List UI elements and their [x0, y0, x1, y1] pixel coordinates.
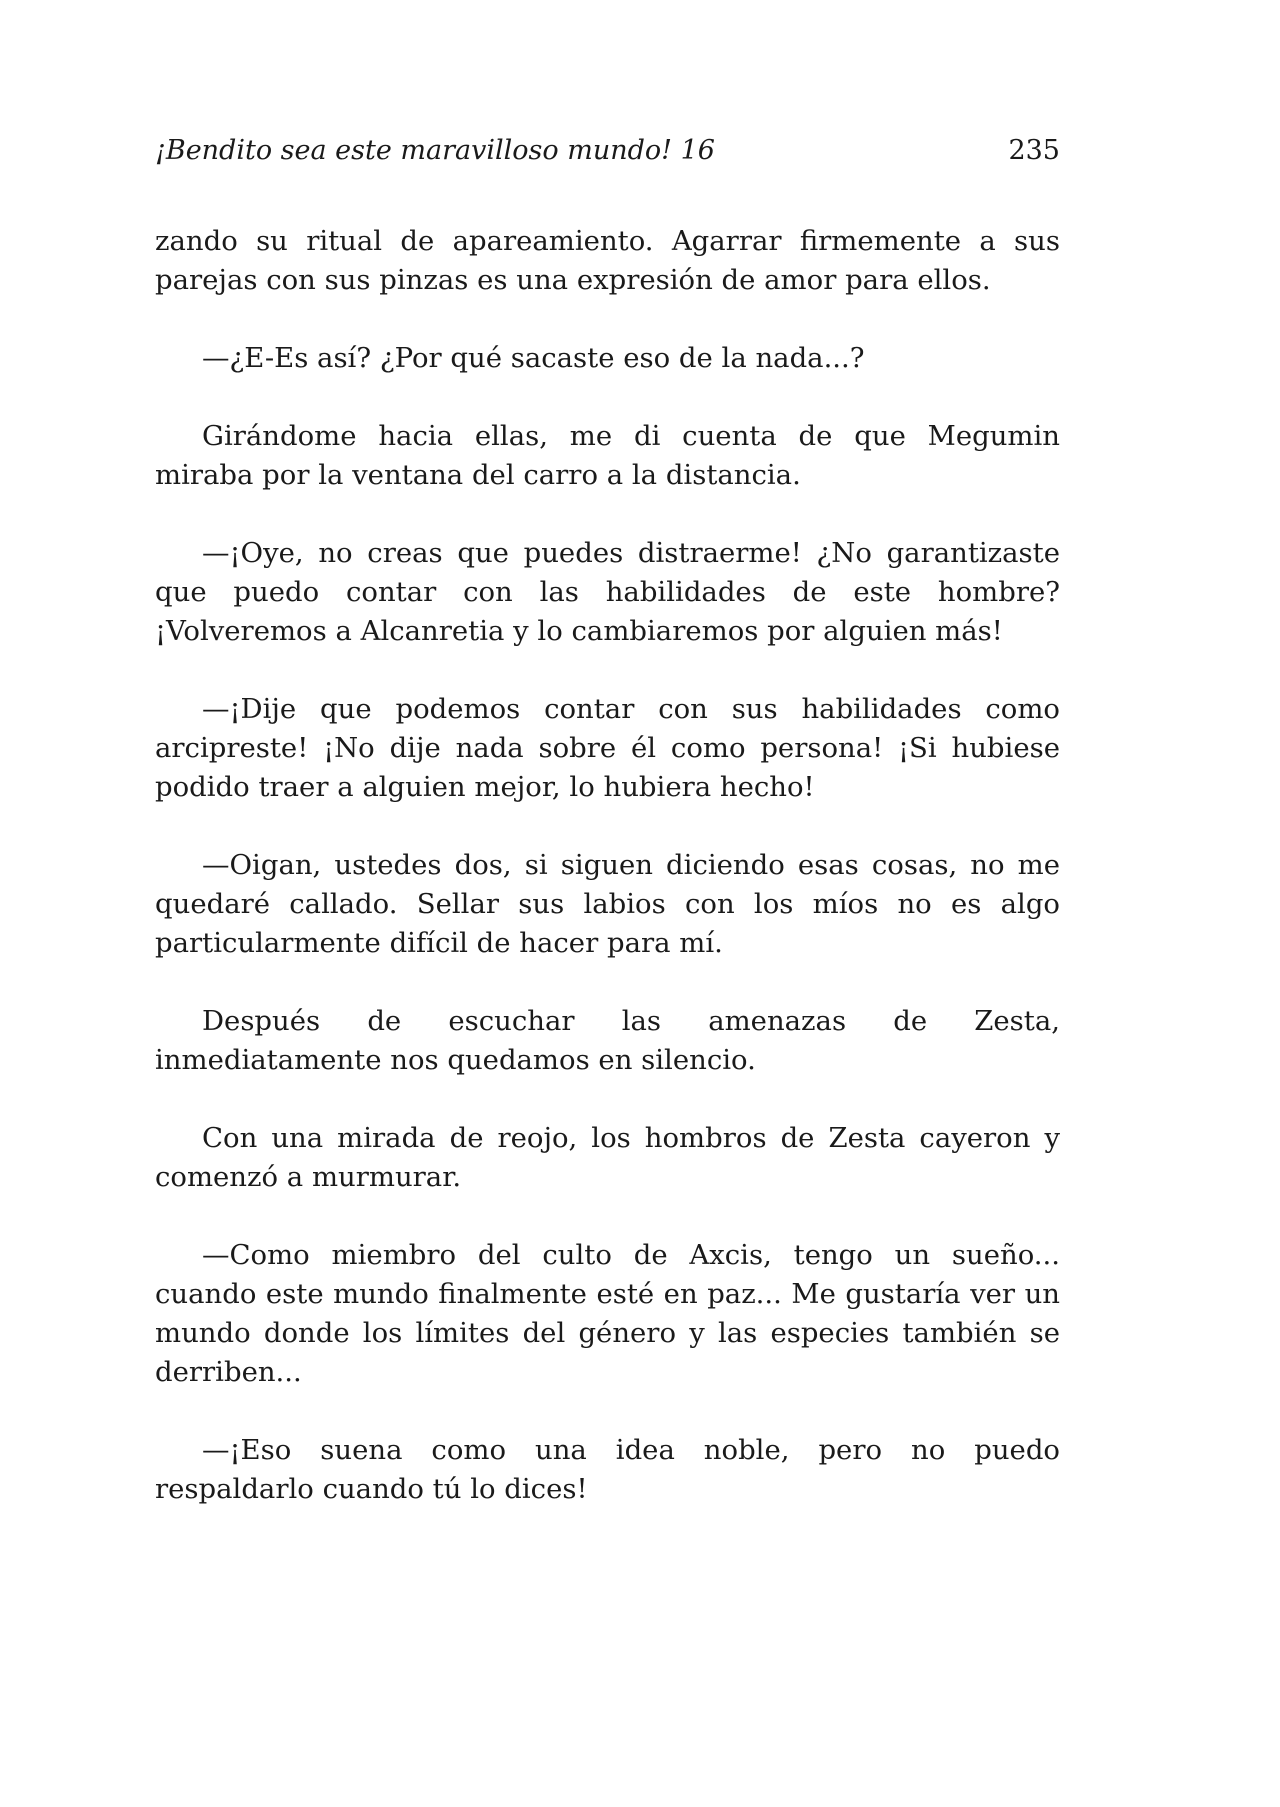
paragraph: —¿E-Es así? ¿Por qué sacaste eso de la nada...? [202, 342, 865, 374]
page-number: 235 [1008, 135, 1060, 166]
paragraph: Después de escuchar las amenazas de Zesta, inmediatamente nos quedamos en silencio. [155, 1005, 1060, 1076]
running-head [155, 131, 1060, 171]
running-title: ¡Bendito sea este maravilloso mundo! 16 [155, 135, 715, 166]
body-text [155, 222, 1060, 1548]
paragraph: —¡Oye, no creas que puedes distraerme! ¿No garantizaste que puedo contar con las habilidades de este hombre? ¡Volveremos a Alcanretia y lo cambiaremos por alguien más! [155, 537, 1060, 647]
paragraph: zando su ritual de apareamiento. Agarrar firmemente a sus parejas con sus pinzas es una expresión de amor para ellos. [155, 225, 1060, 296]
paragraph: Girándome hacia ellas, me di cuenta de que Megumin miraba por la ventana del carro a la distancia. [155, 420, 1060, 491]
paragraph: —¡Eso suena como una idea noble, pero no puedo respaldarlo cuando tú lo dices! [155, 1434, 1060, 1505]
paragraph: —Oigan, ustedes dos, si siguen diciendo esas cosas, no me quedaré callado. Sellar sus labios con los míos no es algo particularmente difícil de hacer para mí. [155, 849, 1060, 959]
paragraph: Con una mirada de reojo, los hombros de Zesta cayeron y comenzó a murmurar. [155, 1122, 1060, 1193]
paragraph: —Como miembro del culto de Axcis, tengo un sueño... cuando este mundo finalmente esté en paz... Me gustaría ver un mundo donde los límites del género y las especies también se derriben... [155, 1239, 1060, 1388]
paragraph: —¡Dije que podemos contar con sus habilidades como arcipreste! ¡No dije nada sobre él como persona! ¡Si hubiese podido traer a alguien mejor, lo hubiera hecho! [155, 693, 1060, 803]
